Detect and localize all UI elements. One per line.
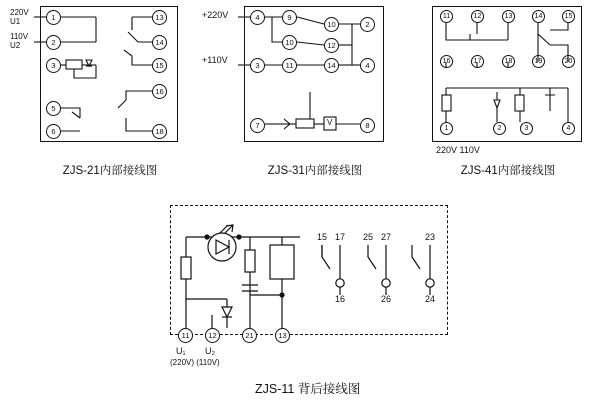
terminal-8: 8: [360, 118, 375, 133]
terminal-6: 6: [46, 124, 61, 139]
terminal-4: 4: [562, 122, 575, 135]
terminal-11-main: 11: [178, 328, 193, 343]
label-voltage-note: (220V) (110V): [170, 358, 220, 367]
label-110v-u2: 110V U2: [10, 32, 29, 50]
label-plus-110v: +110V: [202, 55, 228, 65]
terminal-12-main: 12: [205, 328, 220, 343]
caption-zjs-41: ZJS-41内部接线图: [460, 165, 556, 177]
contact-17: 17: [335, 232, 346, 242]
figure-zjs-11: [150, 195, 470, 400]
terminal-2: 2: [360, 17, 375, 32]
terminal-2: 2: [493, 122, 506, 135]
terminal-13-main: 13: [275, 328, 290, 343]
label-plus-220v: +220V: [202, 10, 229, 20]
terminal-21-main: 21: [242, 328, 257, 343]
label-u2: U₂: [205, 346, 215, 356]
terminal-14: 14: [152, 35, 167, 50]
terminal-7: 7: [250, 118, 265, 133]
label-voltage-220-110: 220V 110V: [436, 145, 480, 155]
terminal-14: 14: [532, 10, 545, 23]
terminal-9: 9: [282, 10, 297, 25]
contact-26: 26: [381, 294, 392, 304]
terminal-12: 12: [324, 38, 339, 53]
terminal-16: 16: [152, 84, 167, 99]
contact-25: 25: [363, 232, 374, 242]
contact-24: 24: [425, 294, 436, 304]
terminal-10-mid: 10: [282, 35, 297, 50]
zjs11-wiring: [150, 195, 470, 400]
terminal-11: 11: [282, 58, 297, 73]
terminal-4-top: 4: [250, 10, 265, 25]
terminal-15: 15: [562, 10, 575, 23]
terminal-10-top: 10: [324, 17, 339, 32]
contact-27: 27: [381, 232, 392, 242]
contact-23: 23: [425, 232, 436, 242]
figure-zjs-31: [200, 0, 400, 190]
contact-16: 16: [335, 294, 346, 304]
terminal-13: 13: [502, 10, 515, 23]
terminal-5: 5: [46, 101, 61, 116]
terminal-20: 20: [562, 55, 575, 68]
terminal-16: 16: [440, 55, 453, 68]
caption-zjs-21: ZJS-21内部接线图: [62, 165, 158, 177]
terminal-12: 12: [471, 10, 484, 23]
caption-zjs-11: ZJS-11 背后接线图: [255, 382, 361, 396]
label-220v-u1: 220V U1: [10, 8, 29, 26]
label-u1: U₁: [176, 346, 186, 356]
terminal-3: 3: [250, 58, 265, 73]
figure-zjs-21: [0, 0, 200, 190]
terminal-3: 3: [46, 58, 61, 73]
terminal-2: 2: [46, 35, 61, 50]
terminal-11: 11: [440, 10, 453, 23]
terminal-3: 3: [520, 122, 533, 135]
caption-zjs-31: ZJS-31内部接线图: [267, 165, 363, 177]
terminal-14: 14: [324, 58, 339, 73]
terminal-15: 15: [152, 58, 167, 73]
component-label-v: V: [327, 118, 333, 127]
terminal-1: 1: [440, 122, 453, 135]
figure-zjs-41: [410, 0, 600, 190]
terminal-18: 18: [502, 55, 515, 68]
terminal-4-right: 4: [360, 58, 375, 73]
terminal-17: 17: [471, 55, 484, 68]
terminal-13: 13: [152, 10, 167, 25]
terminal-18: 18: [152, 124, 167, 139]
terminal-19: 19: [532, 55, 545, 68]
terminal-1: 1: [46, 10, 61, 25]
contact-15: 15: [317, 232, 328, 242]
